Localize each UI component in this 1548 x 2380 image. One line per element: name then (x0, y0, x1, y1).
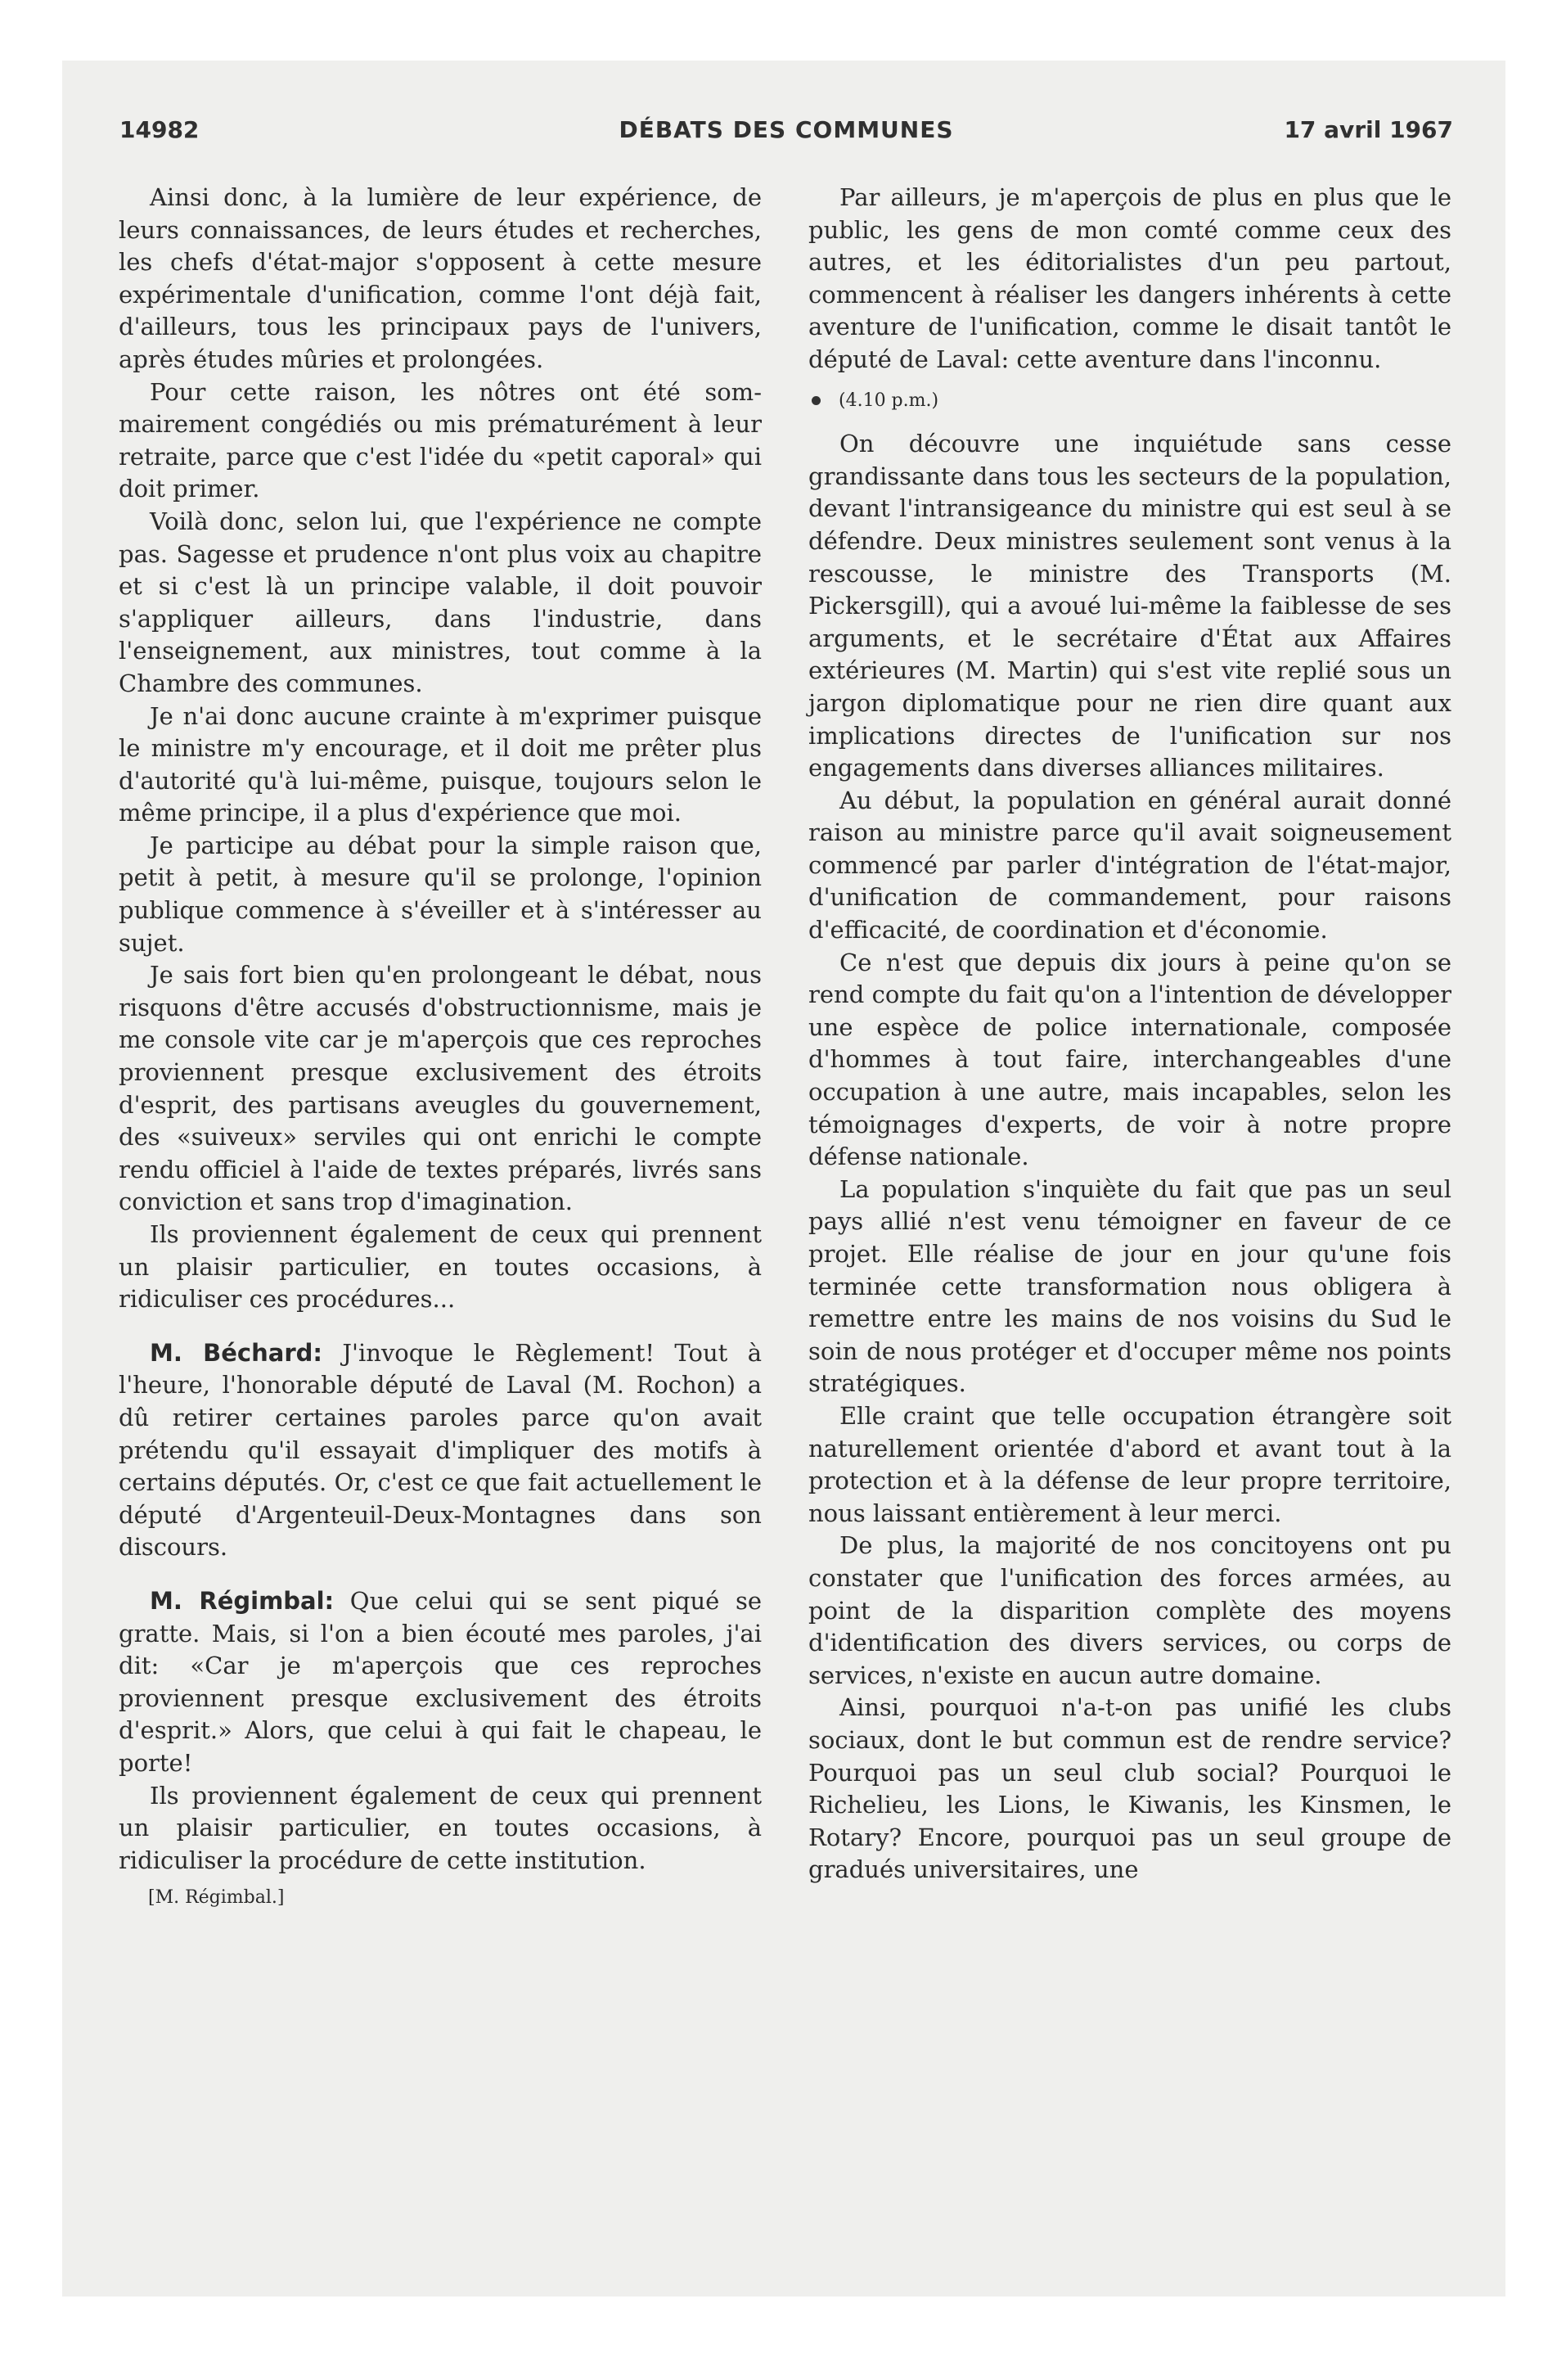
paragraph: Je participe au débat pour la simple raison que, petit à petit, à mesure qu'il se prolonge, l'opinion publique commence à s'éveiller et à s'intéresser au sujet. (119, 831, 762, 957)
page-number: 14982 (119, 116, 200, 143)
document-page (62, 61, 1505, 2297)
paragraph-regimbal (119, 1585, 762, 1780)
paragraph: Ainsi donc, à la lumière de leur expérience, de leurs connaissances, de leurs études et recherches, les chefs d'état-major s'opposent à cette mesure expérimentale d'unification, comme l'ont déjà fait, d'ailleurs, tous les principaux pays de l'univers, après études mûries et prolongées. (119, 183, 762, 373)
bullet-icon (812, 396, 821, 405)
paragraph: Ils proviennent également de ceux qui prennent un plaisir particulier, en toutes occasions, à ridiculiser la procédure de cette institution. (119, 1781, 762, 1874)
paragraph: Ils proviennent également de ceux qui prennent un plaisir particulier, en toutes occasions, à ridiculiser ces procédures... (119, 1220, 762, 1314)
paragraph: Voilà donc, selon lui, que l'expérience ne compte pas. Sagesse et prudence n'ont plus voix au chapitre et si c'est là un principe valable, il doit pouvoir s'appliquer ailleurs, dans l'industrie, dans l'enseignement, aux ministres, tout comme à la Chambre des communes. (119, 507, 762, 697)
paragraph: Pour cette raison, les nôtres ont été sommairement congédiés ou mis prématurément à leur retraite, parce que c'est l'idée du «petit caporal» qui doit primer. (119, 377, 762, 503)
paragraph: Par ailleurs, je m'aperçois de plus en plus que le public, les gens de mon comté comme ceux des autres, et les éditorialistes d'un peu partout, commencent à réaliser les dangers inhérents à cette aventure de l'unification, comme le disait tantôt le député de Laval: cette aventure dans l'inconnu. (808, 183, 1451, 373)
left-column (119, 182, 762, 1914)
speech-text: J'invoque le Règlement! Tout à l'heure, l'honorable député de Laval (M. Rochon) a dû retirer certaines paroles parce qu'on avait prétendu qu'il essayait d'impliquer des motifs à certains députés. Or, c'est ce que fait actuellement le député d'Argenteuil-Deux-Montagnes dans son discours. (119, 1338, 762, 1562)
issue-date: 17 avril 1967 (1284, 116, 1453, 143)
paragraph: Ce n'est que depuis dix jours à peine qu'on se rend compte du fait qu'on a l'intention de développer une espèce de police internationale, composée d'hommes à tout faire, interchangeables d'une occupation à une autre, mais incapables, selon les témoignages d'experts, de voir à notre propre défense nationale. (808, 948, 1451, 1171)
paragraph: La population s'inquiète du fait que pas un seul pays allié n'est venu témoigner en faveur de ce projet. Elle réalise de jour en jour qu'une fois terminée cette transformation nous obligera à remettre entre les mains de nos voisins du Sud le soin de nous protéger et d'occuper même nos points stratégiques. (808, 1174, 1451, 1398)
timestamp-text: (4.10 p.m.) (839, 390, 939, 411)
publication-title: DÉBATS DES COMMUNES (619, 116, 954, 143)
page-header (119, 116, 1453, 149)
paragraph: Je sais fort bien qu'en prolongeant le débat, nous risquons d'être accusés d'obstructionnisme, mais je me console vite car je m'aperçois que ces reproches proviennent presque exclusivement des étroits d'esprit, des partisans aveugles du gouvernement, des «suiveux» serviles qui ont enrichi le compte rendu officiel à l'aide de textes préparés, livrés sans conviction et sans trop d'imagination. (119, 961, 762, 1216)
timestamp (808, 385, 1451, 417)
paragraph-bechard (119, 1337, 762, 1564)
speech-text: Que celui qui se sent piqué se gratte. Mais, si l'on a bien écouté mes paroles, j'ai dit: «Car je m'aperçois que ces reproches proviennent presque exclusivement des étroits d'esprit.» Alors, que celui à qui fait le chapeau, le porte! (119, 1586, 762, 1777)
paragraph: De plus, la majorité de nos concitoyens ont pu constater que l'unification des forces armées, au point de la disparition complète des moyens d'identification des divers services, ou corps de services, n'existe en aucun autre domaine. (808, 1531, 1451, 1689)
speaker-name: M. Béchard: (150, 1338, 322, 1367)
paragraph: Ainsi, pourquoi n'a-t-on pas unifié les clubs sociaux, dont le but commun est de rendre service? Pourquoi pas un seul club social? Pourquoi le Richelieu, les Lions, le Kiwanis, les Kinsmen, le Rotary? Encore, pourquoi pas un seul groupe de gradués universitaires, une (808, 1693, 1451, 1884)
paragraph: Je n'ai donc aucune crainte à m'exprimer puisque le ministre m'y encourage, et il doit me prêter plus d'autorité qu'à lui-même, puisque, toujours selon le même principe, il a plus d'expérience que moi. (119, 701, 762, 827)
paragraph: On découvre une inquiétude sans cesse grandissante dans tous les secteurs de la population, devant l'intransigeance du ministre qui est seul à se défendre. Deux ministres seulement sont venus à la rescousse, le ministre des Transports (M. Pickersgill), qui a avoué lui-même la faiblesse de ses arguments, et le secrétaire d'État aux Affaires extérieures (M. Martin) qui s'est vite replié sous un jargon diplomatique pour ne rien dire quant aux implications directes de l'unification sur nos engagements dans diverses alliances militaires. (808, 430, 1451, 782)
paragraph: Elle craint que telle occupation étrangère soit naturellement orientée d'abord et avant tout à la protection et à la défense de leur propre territoire, nous laissant entièrement à leur merci. (808, 1401, 1451, 1527)
speaker-attribution: [M. Régimbal.] (148, 1887, 285, 1909)
paragraph: Au début, la population en général aurait donné raison au ministre parce qu'il avait soigneusement commencé par parler d'intégration de l'état-major, d'unification de commandement, pour raisons d'efficacité, de coordination et d'économie. (808, 786, 1451, 944)
right-column (808, 182, 1451, 1886)
speaker-name: M. Régimbal: (150, 1586, 335, 1615)
